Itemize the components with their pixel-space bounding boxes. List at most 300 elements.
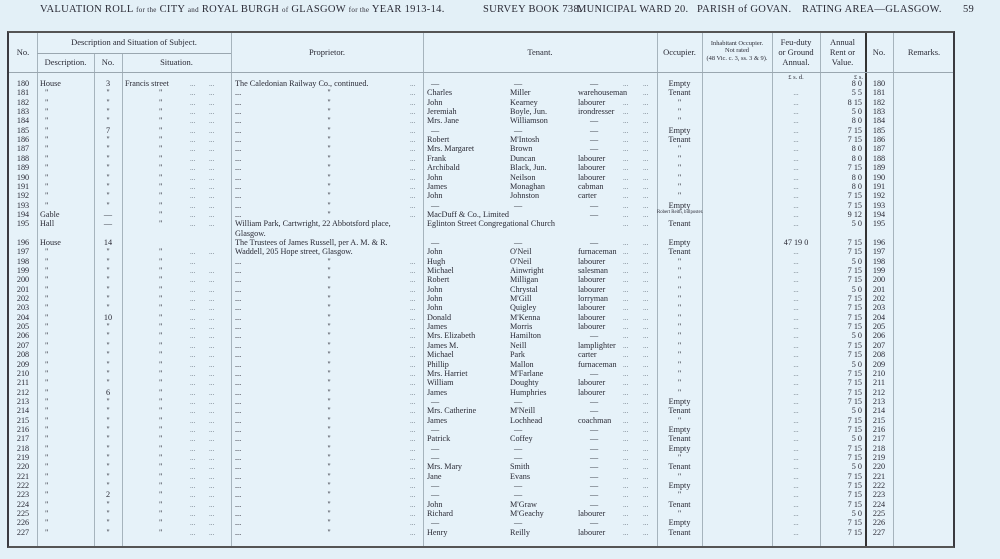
tenant-first-name: Robert xyxy=(427,135,450,145)
street-number: — xyxy=(103,219,113,229)
leader-dots: ... xyxy=(190,173,196,182)
tenant-surname: Brown xyxy=(510,144,533,154)
header-feu-duty xyxy=(772,37,820,67)
feu-duty: ... xyxy=(793,528,799,537)
situation: " xyxy=(159,331,163,341)
annual-rent: 5 0 xyxy=(851,406,862,416)
leader-dots: ... xyxy=(643,154,649,163)
leader-dots: ... xyxy=(190,257,196,266)
tenant-surname: Mallon xyxy=(510,359,534,369)
row-number: 185 xyxy=(16,125,30,135)
proprietor: ... xyxy=(235,387,242,397)
leader-dots: ... xyxy=(209,491,215,500)
occupier-status: " xyxy=(677,172,682,182)
occupier-status: Tenant xyxy=(668,219,691,229)
proprietor-ditto: " xyxy=(327,88,331,98)
street-number: " xyxy=(106,107,110,117)
leader-dots: ... xyxy=(623,257,629,266)
annual-rent: 5 0 xyxy=(851,509,862,519)
proprietor: ... xyxy=(235,322,242,332)
annual-rent: 7 15 xyxy=(847,518,862,528)
occupier-status: " xyxy=(677,284,682,294)
description: " xyxy=(45,359,49,369)
row-number: 200 xyxy=(16,275,30,285)
tenant-first-name: — xyxy=(431,396,440,406)
leader-dots: ... xyxy=(643,491,649,500)
tenant-first-name: Mrs. Margaret xyxy=(427,144,475,154)
leader-dots: ... xyxy=(623,145,629,154)
description: Gable xyxy=(40,209,60,219)
tenant-first-name: John xyxy=(427,499,443,509)
description: " xyxy=(45,396,49,406)
annual-rent: 5 0 xyxy=(851,359,862,369)
leader-dots: ... xyxy=(410,444,416,453)
header-line: Annual. xyxy=(782,57,810,67)
tenant-first-name: John xyxy=(427,247,443,257)
proprietor-ditto: " xyxy=(327,434,331,444)
leader-dots: ... xyxy=(209,98,215,107)
occupier-status: Robert Reith, billposter. xyxy=(657,209,704,215)
row-number-right: 203 xyxy=(872,303,886,313)
description: " xyxy=(45,88,49,98)
leader-dots: ... xyxy=(410,285,416,294)
rent-units: £ s. xyxy=(853,74,863,81)
row-number-right: 219 xyxy=(872,453,886,462)
leader-dots: ... xyxy=(190,416,196,425)
proprietor: ... xyxy=(235,303,242,313)
description: " xyxy=(45,135,49,145)
leader-dots: ... xyxy=(190,510,196,519)
leader-dots: ... xyxy=(643,341,649,350)
row-number-right: 198 xyxy=(872,256,886,266)
tenant-first-name: John xyxy=(427,97,443,107)
tenant-surname: M'Intosh xyxy=(510,135,540,145)
leader-dots: ... xyxy=(643,304,649,313)
street-number: " xyxy=(106,406,110,416)
row-number: 210 xyxy=(16,368,30,378)
feu-duty: ... xyxy=(793,397,799,406)
title-text: GLASGOW xyxy=(291,4,346,15)
street-number: " xyxy=(106,97,110,107)
leader-dots: ... xyxy=(410,416,416,425)
leader-dots: ... xyxy=(643,472,649,481)
street-number: " xyxy=(106,378,110,388)
title-text: for the xyxy=(348,6,370,14)
proprietor: ... xyxy=(235,181,242,191)
situation: " xyxy=(159,97,163,107)
tenant-surname: — xyxy=(514,79,523,88)
header-no-sub: No. xyxy=(101,57,115,67)
leader-dots: ... xyxy=(410,510,416,519)
proprietor-ditto: " xyxy=(327,125,331,135)
header-no-right: No. xyxy=(872,47,886,57)
leader-dots: ... xyxy=(410,182,416,191)
situation: " xyxy=(159,172,163,182)
situation: " xyxy=(159,247,163,257)
leader-dots: ... xyxy=(643,267,649,275)
row-number: 226 xyxy=(16,518,30,528)
proprietor: ... xyxy=(235,434,242,444)
row-number-right: 205 xyxy=(872,322,886,332)
proprietor-ditto: " xyxy=(327,471,331,481)
leader-dots: ... xyxy=(623,173,629,182)
tenant-first-name: John xyxy=(427,284,443,294)
tenant-first-name: Donald xyxy=(427,312,452,322)
leader-dots: ... xyxy=(209,136,215,145)
leader-dots: ... xyxy=(190,117,196,126)
tenant-surname: Black, Jun. xyxy=(510,163,547,173)
leader-dots: ... xyxy=(209,267,215,275)
annual-rent: 7 15 xyxy=(847,135,862,145)
tenant-surname: O'Neil xyxy=(510,247,532,257)
leader-dots: ... xyxy=(190,519,196,528)
proprietor: ... xyxy=(235,453,242,462)
proprietor-ditto: " xyxy=(327,490,331,500)
leader-dots: ... xyxy=(190,351,196,360)
leader-dots: ... xyxy=(643,136,649,145)
annual-rent: 7 15 xyxy=(847,368,862,378)
row-number-right: 199 xyxy=(872,266,886,275)
tenant-occupation: labourer xyxy=(578,97,606,107)
proprietor: Glasgow. xyxy=(235,228,266,238)
leader-dots: ... xyxy=(209,435,215,444)
description: " xyxy=(45,163,49,173)
situation: " xyxy=(159,415,163,425)
leader-dots: ... xyxy=(209,285,215,294)
header-annual-rent xyxy=(820,37,865,67)
proprietor: ... xyxy=(235,415,242,425)
feu-duty: ... xyxy=(793,257,799,266)
annual-rent: 7 15 xyxy=(847,453,862,462)
feu-duty: ... xyxy=(793,276,799,285)
tenant-first-name: Jane xyxy=(427,471,442,481)
occupier-status: Tenant xyxy=(668,434,691,444)
leader-dots: ... xyxy=(190,154,196,163)
leader-dots: ... xyxy=(190,407,196,416)
row-number-right: 196 xyxy=(872,237,886,247)
situation: " xyxy=(159,518,163,528)
leader-dots: ... xyxy=(643,145,649,154)
description: " xyxy=(45,387,49,397)
occupier-status: " xyxy=(677,97,682,107)
leader-dots: ... xyxy=(623,463,629,472)
row-number: 192 xyxy=(16,191,30,201)
leader-dots: ... xyxy=(643,295,649,304)
leader-dots: ... xyxy=(643,89,649,98)
annual-rent: 9 12 xyxy=(847,209,862,219)
proprietor: ... xyxy=(235,191,242,201)
leader-dots: ... xyxy=(410,267,416,275)
leader-dots: ... xyxy=(209,519,215,528)
leader-dots: ... xyxy=(643,323,649,332)
leader-dots: ... xyxy=(643,369,649,378)
tenant-first-name: Robert xyxy=(427,275,450,285)
tenant-occupation: — xyxy=(590,116,599,126)
description: " xyxy=(45,181,49,191)
leader-dots: ... xyxy=(410,388,416,397)
tenant-occupation: labourer xyxy=(578,163,606,173)
tenant-occupation: — xyxy=(590,434,599,444)
annual-rent: 5 0 xyxy=(851,107,862,117)
tenant-occupation: — xyxy=(590,209,599,219)
leader-dots: ... xyxy=(190,482,196,491)
description: " xyxy=(45,125,49,135)
tenant-surname: Morris xyxy=(510,322,533,332)
proprietor-ditto: " xyxy=(327,275,331,285)
tenant-surname: M'Kenna xyxy=(510,312,541,322)
leader-dots: ... xyxy=(410,173,416,182)
tenant-occupation: lamplighter xyxy=(578,340,616,350)
proprietor: ... xyxy=(235,144,242,154)
situation: " xyxy=(159,368,163,378)
row-number: 180 xyxy=(16,79,30,88)
header-situation: Situation. xyxy=(160,57,193,67)
leader-dots: ... xyxy=(643,463,649,472)
tenant-occupation: — xyxy=(590,499,599,509)
page-title xyxy=(40,4,975,20)
annual-rent: 5 0 xyxy=(851,462,862,472)
header-occupier: Occupier. xyxy=(663,47,696,57)
proprietor: ... xyxy=(235,88,242,98)
situation: " xyxy=(159,378,163,388)
leader-dots: ... xyxy=(209,407,215,416)
street-number: " xyxy=(106,509,110,519)
tenant-occupation: irondresser xyxy=(578,107,615,117)
tenant-first-name: Charles xyxy=(427,88,453,98)
tenant-occupation: — xyxy=(590,518,599,528)
leader-dots: ... xyxy=(643,98,649,107)
description: " xyxy=(45,406,49,416)
annual-rent: 8 15 xyxy=(847,97,862,107)
leader-dots: ... xyxy=(209,80,215,88)
feu-duty: ... xyxy=(793,192,799,201)
tenant-surname: O'Neil xyxy=(510,256,532,266)
tenant-occupation: — xyxy=(590,200,599,210)
leader-dots: ... xyxy=(209,323,215,332)
leader-dots: ... xyxy=(623,108,629,117)
situation: " xyxy=(159,424,163,434)
situation: " xyxy=(159,443,163,453)
occupier-status: Empty xyxy=(668,424,691,434)
feu-duty: ... xyxy=(793,416,799,425)
leader-dots: ... xyxy=(410,304,416,313)
leader-dots: ... xyxy=(623,491,629,500)
proprietor: The Trustees of James Russell, per A. M. & R. xyxy=(235,237,388,247)
header-line: (48 Vic. c. 3, ss. 3 & 9). xyxy=(706,54,768,62)
leader-dots: ... xyxy=(643,500,649,509)
annual-rent: 8 0 xyxy=(851,181,862,191)
leader-dots: ... xyxy=(623,500,629,509)
situation: " xyxy=(159,527,163,537)
leader-dots: ... xyxy=(410,528,416,537)
row-number-right: 213 xyxy=(872,396,886,406)
feu-duty: ... xyxy=(793,379,799,388)
proprietor-ditto: " xyxy=(327,499,331,509)
tenant-first-name: — xyxy=(431,424,440,434)
tenant-surname: Monaghan xyxy=(510,181,546,191)
leader-dots: ... xyxy=(410,192,416,201)
tenant-occupation: labourer xyxy=(578,284,606,294)
leader-dots: ... xyxy=(623,472,629,481)
leader-dots: ... xyxy=(410,210,416,219)
tenant-occupation: salesman xyxy=(578,266,609,275)
title-roll xyxy=(40,4,445,15)
row-number-right: 220 xyxy=(872,462,886,472)
leader-dots: ... xyxy=(209,454,215,462)
feu-duty: ... xyxy=(793,182,799,191)
leader-dots: ... xyxy=(643,108,649,117)
leader-dots: ... xyxy=(643,117,649,126)
street-number: " xyxy=(106,256,110,266)
feu-duty: ... xyxy=(793,425,799,434)
row-number: 214 xyxy=(16,406,30,416)
tenant-first-name: — xyxy=(431,79,440,88)
occupier-status: " xyxy=(677,191,682,201)
proprietor-ditto: " xyxy=(327,266,331,275)
tenant-surname: — xyxy=(514,481,523,491)
occupier-status: " xyxy=(677,340,682,350)
leader-dots: ... xyxy=(209,182,215,191)
leader-dots: ... xyxy=(190,388,196,397)
leader-dots: ... xyxy=(410,397,416,406)
leader-dots: ... xyxy=(410,136,416,145)
tenant-first-name: — xyxy=(431,490,440,500)
tenant-first-name: MacDuff & Co., Limited xyxy=(427,209,509,219)
leader-dots: ... xyxy=(410,463,416,472)
street-number: " xyxy=(106,144,110,154)
leader-dots: ... xyxy=(209,482,215,491)
situation: " xyxy=(159,322,163,332)
description: " xyxy=(45,340,49,350)
leader-dots: ... xyxy=(623,379,629,388)
tenant-first-name: Mrs. Mary xyxy=(427,462,463,472)
occupier-status: Empty xyxy=(668,481,691,491)
occupier-status: " xyxy=(677,153,682,163)
proprietor-ditto: " xyxy=(327,116,331,126)
leader-dots: ... xyxy=(643,407,649,416)
tenant-occupation: labourer xyxy=(578,387,606,397)
situation: " xyxy=(159,303,163,313)
row-number-right: 217 xyxy=(872,434,886,444)
leader-dots: ... xyxy=(410,164,416,173)
feu-duty: ... xyxy=(793,136,799,145)
annual-rent: 7 15 xyxy=(847,527,862,537)
feu-duty: ... xyxy=(793,117,799,126)
leader-dots: ... xyxy=(623,267,629,275)
leader-dots: ... xyxy=(643,126,649,135)
tenant-surname: — xyxy=(514,490,523,500)
tenant-surname: Hamilton xyxy=(510,331,541,341)
leader-dots: ... xyxy=(410,313,416,322)
leader-dots: ... xyxy=(190,472,196,481)
row-number: 186 xyxy=(16,135,30,145)
situation: " xyxy=(159,153,163,163)
proprietor-ditto: " xyxy=(327,107,331,117)
leader-dots: ... xyxy=(209,117,215,126)
annual-rent: 7 15 xyxy=(847,191,862,201)
leader-dots: ... xyxy=(623,164,629,173)
leader-dots: ... xyxy=(643,201,649,210)
occupier-status: " xyxy=(677,322,682,332)
situation: " xyxy=(159,359,163,369)
tenant-surname: — xyxy=(514,125,523,135)
leader-dots: ... xyxy=(209,425,215,434)
street-number: " xyxy=(106,350,110,360)
row-number: 206 xyxy=(16,331,30,341)
leader-dots: ... xyxy=(190,332,196,341)
leader-dots: ... xyxy=(190,89,196,98)
tenant-occupation: — xyxy=(590,396,599,406)
description: " xyxy=(45,509,49,519)
row-number: 198 xyxy=(16,256,30,266)
proprietor: ... xyxy=(235,172,242,182)
proprietor-ditto: " xyxy=(327,322,331,332)
row-number-right: 188 xyxy=(872,153,886,163)
proprietor-ditto: " xyxy=(327,97,331,107)
tenant-first-name: Richard xyxy=(427,509,453,519)
row-number: 222 xyxy=(16,481,30,491)
proprietor: ... xyxy=(235,396,242,406)
leader-dots: ... xyxy=(209,397,215,406)
feu-duty: ... xyxy=(793,220,799,229)
tenant-first-name: James xyxy=(427,322,448,332)
feu-duty: ... xyxy=(793,472,799,481)
row-number-right: 202 xyxy=(872,294,886,304)
leader-dots: ... xyxy=(623,416,629,425)
feu-duty: ... xyxy=(793,444,799,453)
proprietor: ... xyxy=(235,368,242,378)
street-number: " xyxy=(106,359,110,369)
proprietor: ... xyxy=(235,125,242,135)
feu-duty: ... xyxy=(793,341,799,350)
proprietor: ... xyxy=(235,462,242,472)
leader-dots: ... xyxy=(190,528,196,537)
tenant-surname: Milligan xyxy=(510,275,539,285)
proprietor-ditto: " xyxy=(327,181,331,191)
tenant-surname: — xyxy=(514,518,523,528)
tenant-surname: M'Neill xyxy=(510,406,536,416)
leader-dots: ... xyxy=(643,416,649,425)
tenant-occupation: — xyxy=(590,135,599,145)
leader-dots: ... xyxy=(643,332,649,341)
tenant-surname: Coffey xyxy=(510,434,533,444)
situation: " xyxy=(159,209,163,219)
title-text: and xyxy=(187,6,199,14)
leader-dots: ... xyxy=(190,192,196,201)
annual-rent: 5 0 xyxy=(851,331,862,341)
table-row xyxy=(9,528,953,538)
street-number: " xyxy=(106,322,110,332)
leader-dots: ... xyxy=(209,108,215,117)
occupier-status: " xyxy=(677,144,682,154)
tenant-occupation: coachman xyxy=(578,415,612,425)
situation: " xyxy=(159,471,163,481)
proprietor-ditto: " xyxy=(327,135,331,145)
annual-rent: 7 15 xyxy=(847,303,862,313)
leader-dots: ... xyxy=(209,379,215,388)
description: " xyxy=(45,453,49,462)
street-number: 3 xyxy=(105,79,111,88)
feu-duty: ... xyxy=(793,126,799,135)
annual-rent: 7 15 xyxy=(847,322,862,332)
leader-dots: ... xyxy=(209,304,215,313)
tenant-first-name: Mrs. Elizabeth xyxy=(427,331,476,341)
street-number: " xyxy=(106,275,110,285)
proprietor: ... xyxy=(235,107,242,117)
occupier-status: " xyxy=(677,107,682,117)
feu-duty: ... xyxy=(793,482,799,491)
occupier-status: " xyxy=(677,181,682,191)
